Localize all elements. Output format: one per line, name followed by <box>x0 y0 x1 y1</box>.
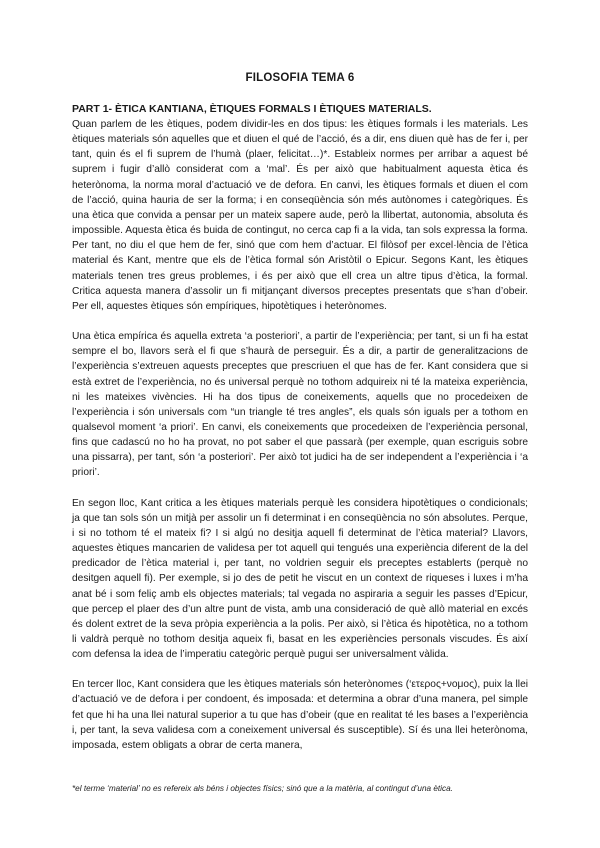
paragraph-4: En tercer lloc, Kant considera que les ètiques materials són heterònomes (‘ετερος+νομος), puix la llei d’actuació ve de defora i per condoent, és imposada: et determina a obrar d’una manera, pel simple fet que hi ha una llei natural superior a tu que has d’obeir (que en realitat té les bases a l’experiència i, per tant, la seva validesa com a coneixement universal és susceptible). Sí és una llei heterònoma, imposada, estem obligats a obrar de certa manera, <box>72 679 528 751</box>
section-heading: PART 1- ÈTICA KANTIANA, ÈTIQUES FORMALS I ÈTIQUES MATERIALS. <box>72 103 432 115</box>
document-page <box>72 72 528 753</box>
paragraph-2: Una ètica empírica és aquella extreta ‘a posteriori’, a partir de l’experiència; per tant, si un fi ha estat sempre el bo, llavors serà el fi que s’haurà de perseguir. És a dir, a partir de generalitzacions de l’experiència s’extreuen aquests preceptes que prescriuen el que has de fer. Kant considera que si està extret de l’experiència, no és universal perquè no tothom adquireix ni té la mateixa experiència, ni les mateixes vivències. Hi ha dos tipus de coneixements, aquells que no procedeixen de l’experiència i són universals com “un triangle té tres angles”, els quals són iguals per a tothom en qualsevol moment ‘a priori’. En canvi, els coneixements que procedeixen de l’experiència personal, fins que cadascú no ho ha provat, no pot saber el que passarà (per exemple, quan escriguis sobre una pissarra), per tant, són ‘a posteriori’. Per això tot judici ha de ser independent a l’experiència i ‘a priori’. <box>72 331 528 479</box>
paragraph-3: En segon lloc, Kant critica a les ètiques materials perquè les considera hipotètiques o condicionals; ja que tan sols són un mitjà per assolir un fi determinat i en conseqüència no són absolutes. Perque, i si no tothom té el mateix fi? I si algú no desitja aquell fi determinat de l’ètica material? Llavors, aquestes ètiques mancarien de validesa per tot aquell qui tengués una experiència diferent de la del predicador de l’ètica material i, per tant, no voldrien seguir els preceptes establerts (perquè no desitgen aquell fi). Per exemple, si jo des de petit he viscut en un context de riqueses i luxes i m’ha anat bé i som feliç amb els objectes materials; tal vegada no aspiraria a seguir les passes d’Epicur, que percep el plaer des d’un altre punt de vista, amb una consideració de què allò material en excés és dolent extret de la seva pròpia experiència a la polis. Per això, si l’ètica és hipotètica, no a tothom li valdrà perquè no tothom desitja aqueix fi, basat en les experiències personals viscudes. És així com defensa la idea de l’imperatiu categòric perquè pugui ser universalment vàlida. <box>72 497 528 661</box>
paragraph-1: Quan parlem de les ètiques, podem dividir-les en dos tipus: les ètiques formals i les materials. Les ètiques materials són aquelles que et diuen el qué de l’acció, és a dir, ens diuen què has de fer i, per tant, quin és el fi suprem de l’humà (plaer, felicitat…)*. Estableix normes per arribar a aquest bé suprem i fugir d’allò considerat com a ‘mal’. És per això que habitualment aquesta ètica és heterònoma, la norma moral d’actuació ve de defora. En canvi, les ètiques formals et diuen el com de l’acció, quina hauria de ser la forma; i en conseqüència són més autònomes i categòriques. És una ètica que convida a pensar per un mateix sapere aude, però la llibertat, autonomia, absoluta és impossible. Aquesta ètica és buida de contingut, no cerca cap fi a la vida, tan sols expressa la forma. Per tant, no diu el que hem de fer, sinó que com hem d’actuar. El filòsof per excel·lència de l’ètica material és Kant, mentre que els de l’ètica formal són Aristòtil o Epicur. Segons Kant, les ètiques materials tenen tres greus problemes, i és per això que ell crea un altre tipus d’ètica, la formal. Critica aquesta manera d’assolir un fi mitjançant diversos preceptes presentats que s’han d’obeir. Per ell, aquestes ètiques són empíriques, hipotètiques i heterònomes. <box>72 119 528 312</box>
document-title: FILOSOFIA TEMA 6 <box>245 72 355 84</box>
footnote: *el terme ‘material’ no es refereix als béns i objectes físics; sinó que a la matèria, al contingut d’una ètica. <box>72 784 453 793</box>
